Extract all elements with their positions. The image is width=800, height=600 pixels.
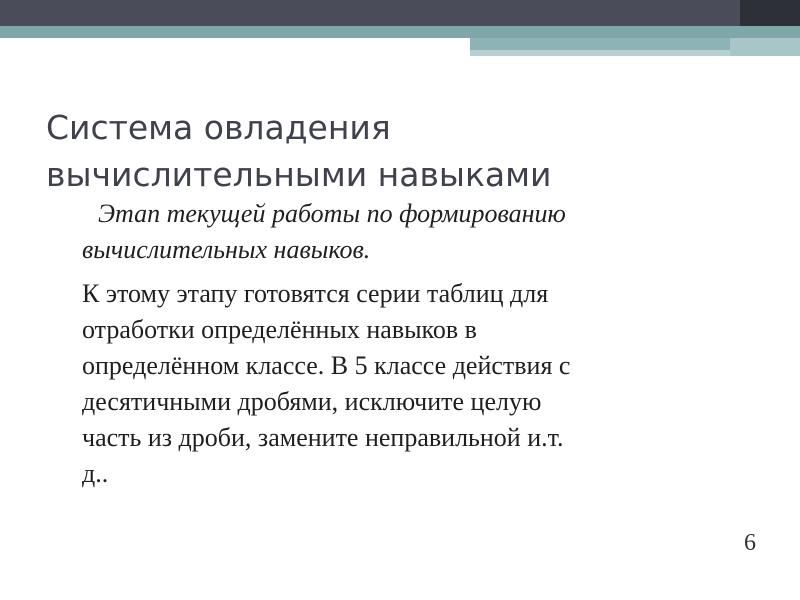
page-number: 6 — [744, 530, 756, 556]
header-bar — [0, 0, 800, 26]
header-stripe-teal — [0, 26, 800, 38]
body-line: определённом классе. В 5 классе действия с — [82, 351, 571, 380]
lead-line: Этап текущей работы по формированию — [98, 199, 566, 228]
header-bar-accent — [740, 0, 800, 26]
header-stripe-accent — [730, 38, 800, 56]
body-paragraph — [82, 276, 742, 492]
title-line: вычислительными навыками — [46, 155, 552, 194]
lead-paragraph — [82, 196, 742, 268]
body-line: отработки определённых навыков в — [82, 315, 477, 344]
title-line: Система овладения — [46, 108, 391, 147]
body-line: часть из дроби, замените неправильной и.т. — [82, 423, 564, 452]
body-line: К этому этапу готовятся серии таблиц для — [82, 279, 549, 308]
slide-body — [82, 196, 742, 492]
body-line: д.. — [82, 459, 109, 488]
lead-line: вычислительных навыков. — [82, 235, 371, 264]
slide-title — [46, 104, 766, 198]
body-line: десятичными дробями, исключите целую — [82, 387, 542, 416]
